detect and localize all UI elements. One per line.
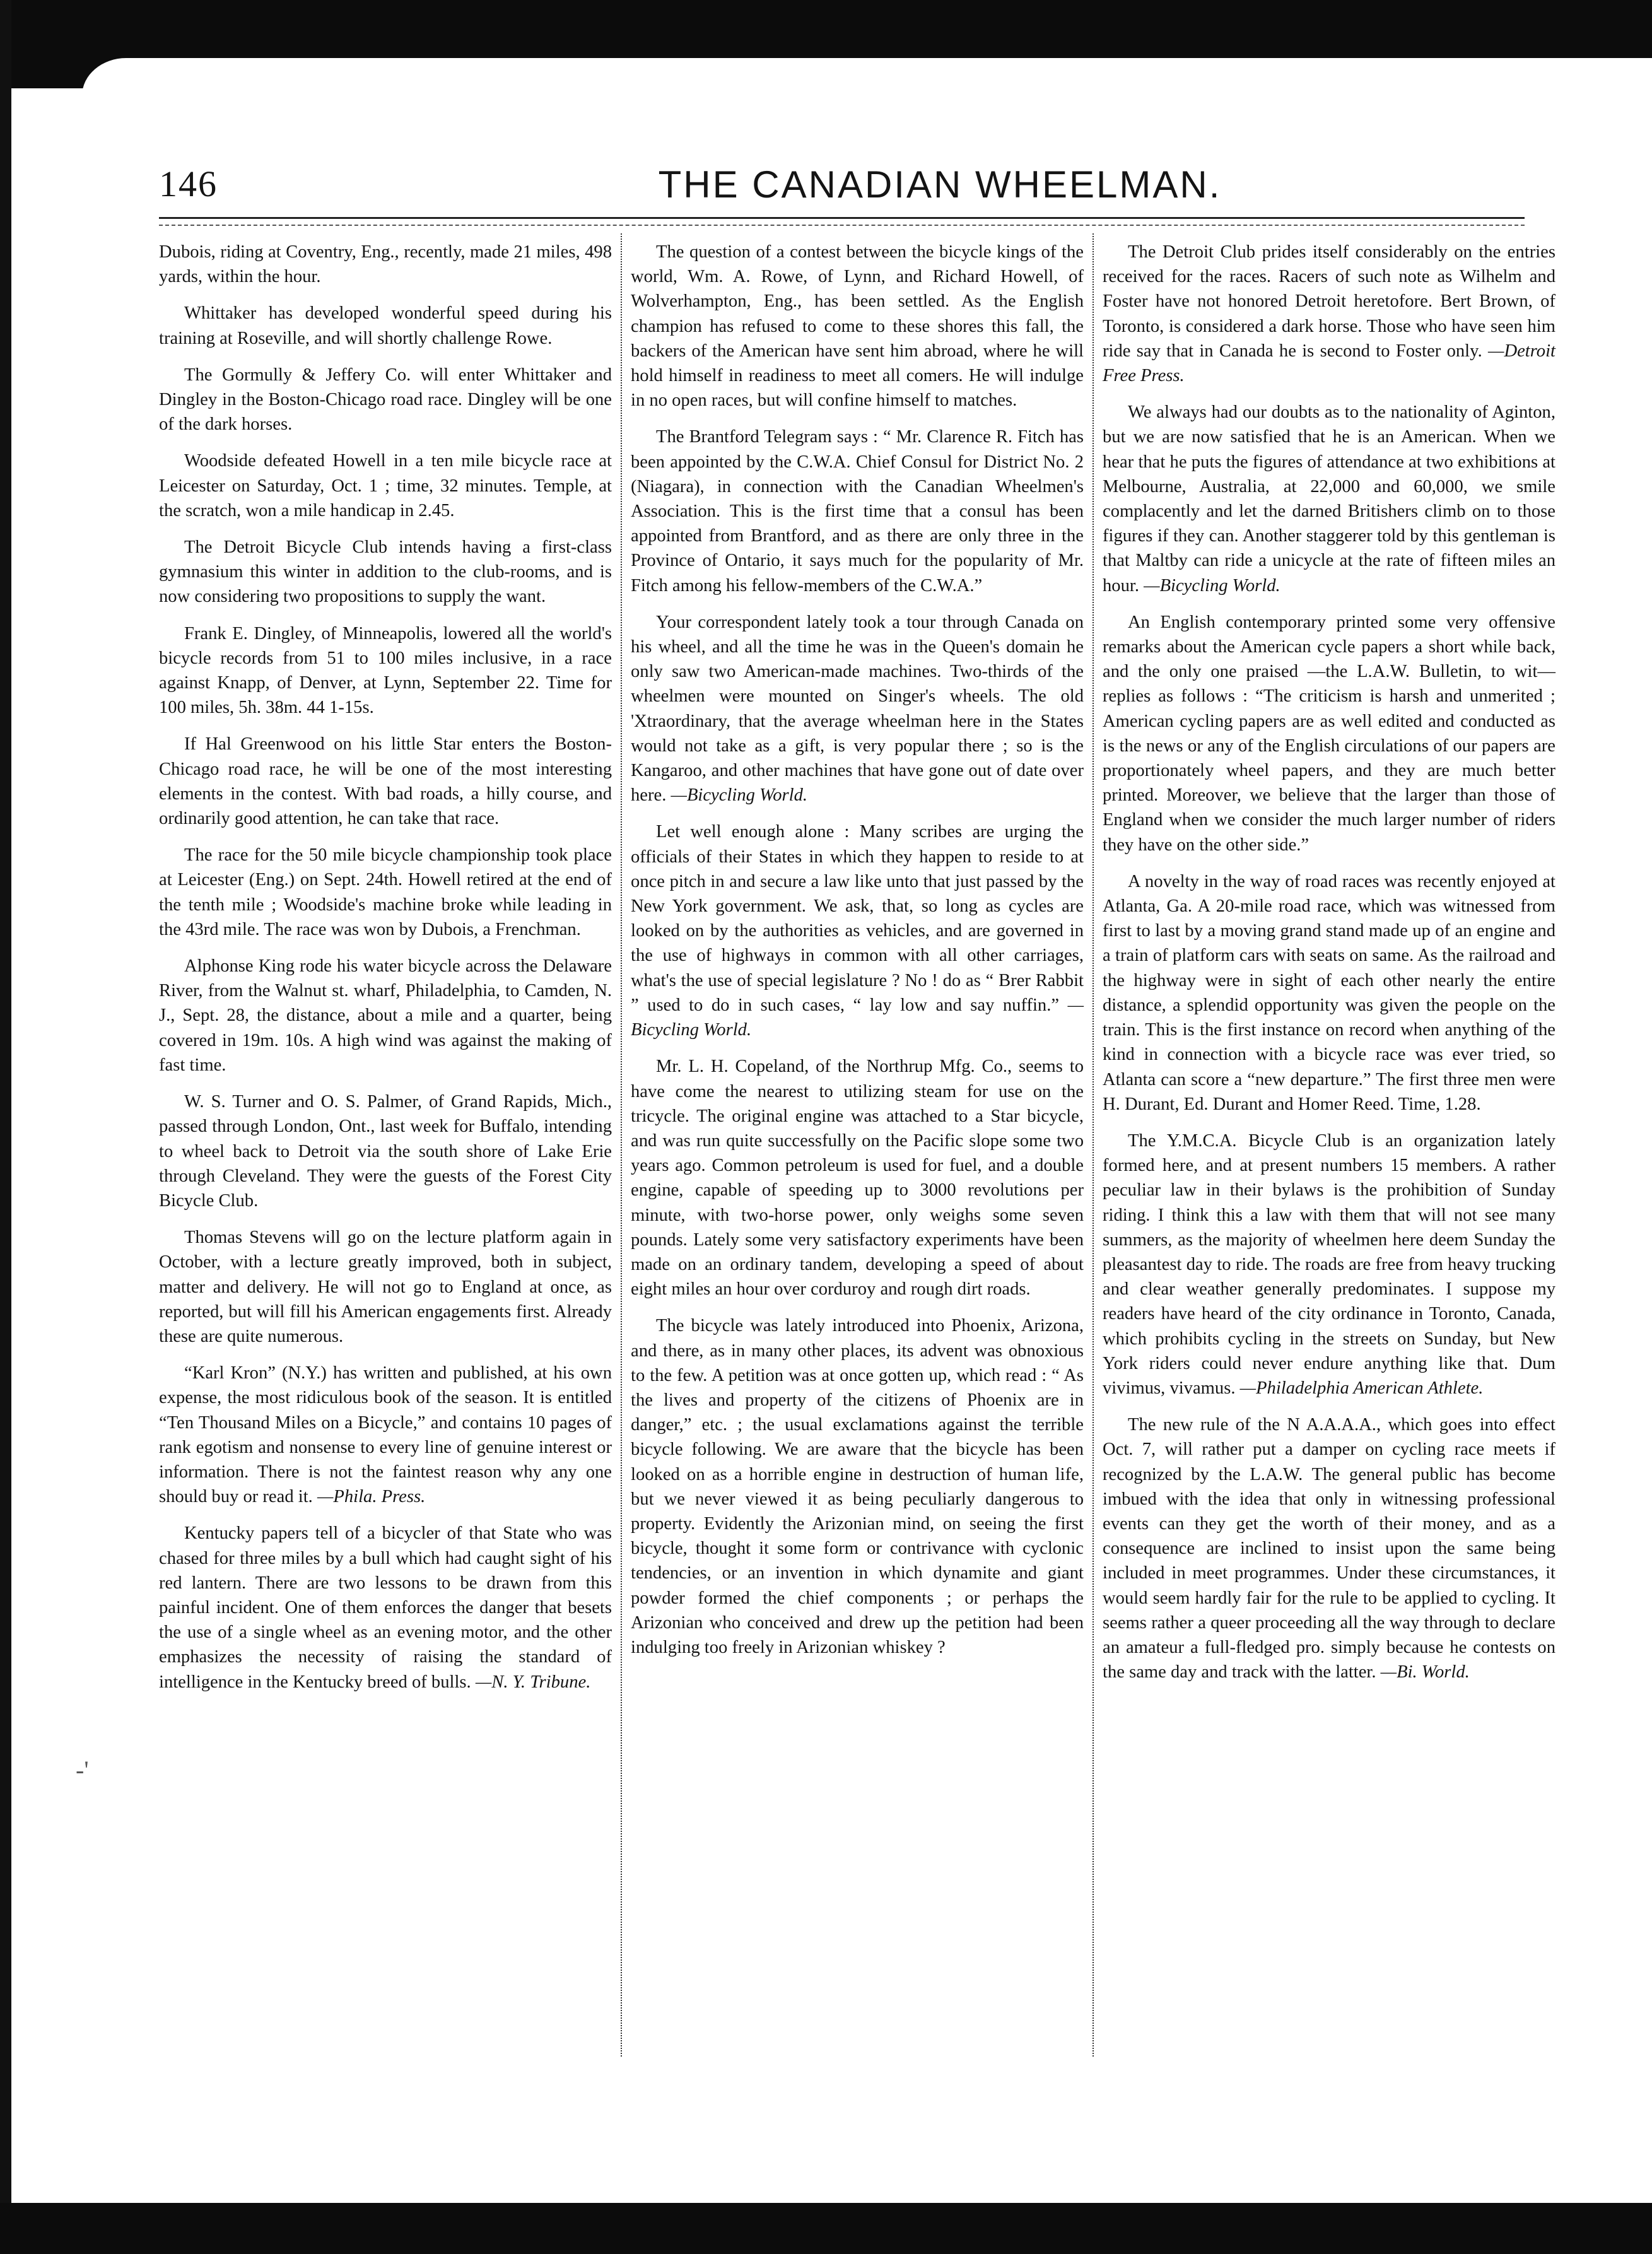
paragraph-text: Let well enough alone : Many scribes are urging the officials of their States in which they happen to reside to at once pitch in and secure a law like unto that just passed by the New York government. We ask, that, so long as cycles are looked on by the authorities as vehicles, and are governed in the use of highways in common with all other carriages, what's the use of special legislature ? No ! do as “ Brer Rabbit ” used to do in such cases, “ lay low and say nuffin.” bbox=[631, 822, 1084, 1015]
article-paragraph bbox=[159, 1089, 612, 1213]
paragraph-text: The new rule of the N A.A.A.A., which goes into effect Oct. 7, will rather put a damper on cycling race meets if recognized by the L.A.W. The general public has become imbued with the idea that only in witnessing professional events can they get the worth of their money, and as a consequence are inclined to insist upon the same being included in meet programmes. Under these circumstances, it would seem hardly fair for the rule to be applied to cycling. It seems rather a queer proceeding all the way through to declare an amateur a full-fledged pro. simply because he contests on the same day and track with the latter. bbox=[1103, 1415, 1555, 1682]
source-credit: —Bicycling World. bbox=[1144, 575, 1280, 596]
paragraph-text: The question of a contest between the bicycle kings of the world, Wm. A. Rowe, of Lynn, and Richard Howell, of Wolverhampton, Eng., has been settled. As the English champion has refused to come to these shores this fall, the backers of the American have sent him abroad, where he will hold himself in readiness to meet all comers. He will indulge in no open races, but will confine himself to matches. bbox=[631, 242, 1084, 411]
paragraph-text: W. S. Turner and O. S. Palmer, of Grand Rapids, Mich., passed through London, Ont., last week for Buffalo, intending to wheel back to Detroit via the south shore of Lake Erie through Cleveland. They were the guests of the Forest City Bicycle Club. bbox=[159, 1092, 612, 1211]
article-paragraph bbox=[1103, 1412, 1555, 1684]
article-paragraph bbox=[631, 425, 1084, 597]
masthead-title: THE CANADIAN WHEELMAN. bbox=[658, 163, 1222, 206]
article-paragraph bbox=[631, 1054, 1084, 1301]
header-rule bbox=[159, 217, 1525, 219]
article-paragraph bbox=[159, 449, 612, 523]
text-column-2 bbox=[631, 240, 1084, 1672]
paragraph-text: We always had our doubts as to the nationality of Aginton, but we are now satisfied that he is an American. When we hear that he puts the figures of attendance at two exhibitions at Melbourne, Australia, at 22,000 and 60,000, we smile complacently and let the darned Britishers climb on to those figures if they can. Another staggerer told by this gentleman is that Maltby can ride a unicycle at the rate of fifteen miles an hour. bbox=[1103, 402, 1555, 596]
article-paragraph bbox=[631, 240, 1084, 413]
paragraph-text: Mr. L. H. Copeland, of the Northrup Mfg. Co., seems to have come the nearest to utilizing steam for use on the tricycle. The original engine was attached to a Star bicycle, and was run quite successfully on the Pacific slope some two years ago. Common petroleum is used for fuel, and a double engine, capable of speeding up to 3000 revolutions per minute, with two-horse power, only weighs some seven pounds. Lately some very satisfactory experiments have been made on an ordinary tandem, developing a speed of about eight miles an hour over corduroy and rough dirt roads. bbox=[631, 1057, 1084, 1300]
page-edge-top bbox=[82, 58, 1652, 159]
article-paragraph bbox=[1103, 869, 1555, 1117]
article-paragraph bbox=[159, 535, 612, 609]
article-paragraph bbox=[1103, 610, 1555, 857]
margin-mark: -' bbox=[76, 1756, 89, 1784]
article-paragraph bbox=[631, 819, 1084, 1042]
source-credit: —Philadelphia American Athlete. bbox=[1239, 1378, 1484, 1398]
paragraph-text: An English contemporary printed some very offensive remarks about the American cycle papers a short while back, and the only one praised —the L.A.W. Bulletin, to wit—replies as follows : “The criticism is harsh and unmerited ; American cycling papers are as well edited and conducted as is the news or any of the English circulations of our papers are proportionately wheel papers, and they are much better printed. Moreover, we believe that the larger than those of England when we consider the much larger number of riders they have on the other side.” bbox=[1103, 612, 1555, 855]
source-credit: —Phila. Press. bbox=[317, 1487, 426, 1507]
scan-border-bottom bbox=[0, 2203, 1652, 2254]
scan-border-left bbox=[0, 0, 11, 2254]
paragraph-text: The bicycle was lately introduced into Phoenix, Arizona, and there, as in many other places, its advent was obnoxious to the few. A petition was at once gotten up, which read : “ As the lives and property of the citizens of Phoenix are in danger,” etc. ; the usual exclamations against the terrible bicycle following. We are aware that the bicycle has been looked on as a horrible engine in destruction of human life, but we never viewed it as being peculiarly dangerous to property. Evidently the Arizonian mind, on seeing the first bicycle, thought it some form or contrivance with cyclonic tendencies, or an invention in which dynamite and giant powder formed the chief components ; or perhaps the Arizonian who conceived and drew up the petition had been indulging too freely in Arizonian whiskey ? bbox=[631, 1316, 1084, 1657]
paragraph-text: The Gormully & Jeffery Co. will enter Whittaker and Dingley in the Boston-Chicago road race. Dingley will be one of the dark horses. bbox=[159, 365, 612, 435]
paragraph-text: The Detroit Bicycle Club intends having a first-class gymnasium this winter in addition to the club-rooms, and is now considering two propositions to supply the want. bbox=[159, 537, 612, 607]
page-edge-bottom bbox=[95, 2157, 1652, 2203]
page-number: 146 bbox=[159, 163, 218, 204]
text-column-3 bbox=[1103, 240, 1555, 1696]
source-credit: —Bi. World. bbox=[1380, 1662, 1470, 1682]
paragraph-text: Alphonse King rode his water bicycle across the Delaware River, from the Walnut st. wharf, Philadelphia, to Camden, N. J., Sept. 28, the distance, about a mile and a quarter, being covered in 19m. 10s. A high wind was against the making of fast time. bbox=[159, 956, 612, 1075]
article-paragraph bbox=[159, 363, 612, 437]
article-paragraph bbox=[159, 1361, 612, 1509]
header-rule-dashed bbox=[159, 225, 1525, 226]
paragraph-text: “Karl Kron” (N.Y.) has written and published, at his own expense, the most ridiculous book of the season. It is entitled “Ten Thousand Miles on a Bicycle,” and contains 10 pages of rank egotism and nonsense to every line of genuine interest or information. There is not the faintest reason why any one should buy or read it. bbox=[159, 1363, 612, 1507]
paragraph-text: Kentucky papers tell of a bicycler of that State who was chased for three miles by a bull which had caught sight of his red lantern. There are two lessons to be drawn from this painful incident. One of them enforces the danger that besets the use of a single wheel as an evening motor, and the other emphasizes the necessity of raising the standard of intelligence in the Kentucky breed of bulls. bbox=[159, 1523, 612, 1692]
source-credit: —Bicycling World. bbox=[671, 785, 808, 806]
article-paragraph bbox=[159, 1521, 612, 1694]
column-divider bbox=[621, 233, 622, 2057]
article-paragraph bbox=[631, 610, 1084, 808]
article-paragraph bbox=[1103, 400, 1555, 598]
article-paragraph bbox=[1103, 240, 1555, 388]
paragraph-text: Whittaker has developed wonderful speed during his training at Roseville, and will shortly challenge Rowe. bbox=[159, 303, 612, 348]
article-paragraph bbox=[159, 621, 612, 720]
article-paragraph bbox=[159, 301, 612, 350]
paragraph-text: Woodside defeated Howell in a ten mile bicycle race at Leicester on Saturday, Oct. 1 ; time, 32 minutes. Temple, at the scratch, won a mile handicap in 2.45. bbox=[159, 451, 612, 520]
paragraph-text: The Brantford Telegram says : “ Mr. Clarence R. Fitch has been appointed by the C.W.A. Chief Consul for District No. 2 (Niagara), in connection with the Canadian Wheelmen's Association. This is the first time that a consul has been appointed from Brantford, and as there are only three in the Province of Ontario, it says much for the popularity of Mr. Fitch among his fellow-members of the C.W.A.” bbox=[631, 427, 1084, 596]
paragraph-text: The Detroit Club prides itself considerably on the entries received for the races. Racers of such note as Wilhelm and Foster have not honored Detroit heretofore. Bert Brown, of Toronto, is considered a dark horse. Those who have seen him ride say that in Canada he is second to Foster only. bbox=[1103, 242, 1555, 361]
paragraph-text: Thomas Stevens will go on the lecture platform again in October, with a lecture greatly improved, both in subject, matter and delivery. He will not go to England at once, as reported, but will fill his American engagements first. Already these are quite numerous. bbox=[159, 1228, 612, 1346]
article-paragraph bbox=[159, 732, 612, 831]
article-paragraph bbox=[159, 1225, 612, 1349]
source-credit: —Bicycling World. bbox=[631, 995, 1084, 1040]
text-column-1 bbox=[159, 240, 612, 1706]
paragraph-text: The race for the 50 mile bicycle championship took place at Leicester (Eng.) on Sept. 24th. Howell retired at the end of the tenth mile ; Woodside's machine broke while leading in the 43rd mile. The race was won by Dubois, a Frenchman. bbox=[159, 845, 612, 939]
article-paragraph bbox=[1103, 1129, 1555, 1400]
paragraph-text: Your correspondent lately took a tour through Canada on his wheel, and all the time he was in the Queen's domain he only saw two American-made machines. Two-thirds of the wheelmen were mounted on Singer's wheels. The old 'Xtraordinary, that the average wheelman here in the States would not take as a gift, is very popular there ; so is the Kangaroo, and other machines that have gone out of date over here. bbox=[631, 612, 1084, 806]
source-credit: —Detroit Free Press. bbox=[1103, 341, 1555, 386]
article-paragraph bbox=[159, 240, 612, 289]
paragraph-text: The Y.M.C.A. Bicycle Club is an organization lately formed here, and at present numbers 15 members. A rather peculiar law in their bylaws is the prohibition of Sunday riding. I think this a law with them that will not see many summers, as the majority of wheelmen here deem Sunday the pleasantest day to ride. The roads are free from heavy trucking and clear weather generally predominates. I suppose my readers have heard of the city ordinance in Toronto, Canada, which prohibits cycling in the streets on Sunday, but New York riders could never endure anything like that. Dum vivimus, vivamus. bbox=[1103, 1130, 1555, 1398]
article-paragraph bbox=[631, 1313, 1084, 1660]
paragraph-text: Frank E. Dingley, of Minneapolis, lowered all the world's bicycle records from 51 to 100 miles inclusive, in a race against Knapp, of Denver, at Lynn, September 22. Time for 100 miles, 5h. 38m. 44 1-15s. bbox=[159, 623, 612, 718]
column-divider bbox=[1093, 233, 1094, 2057]
paragraph-text: If Hal Greenwood on his little Star enters the Boston-Chicago road race, he will be one of the most interesting elements in the contest. With bad roads, a hilly course, and ordinarily good attention, he can take that race. bbox=[159, 734, 612, 829]
paragraph-text: Dubois, riding at Coventry, Eng., recently, made 21 miles, 498 yards, within the hour. bbox=[159, 242, 612, 287]
article-paragraph bbox=[159, 954, 612, 1077]
paragraph-text: A novelty in the way of road races was recently enjoyed at Atlanta, Ga. A 20-mile road race, which was witnessed from first to last by a moving grand stand made up of an engine and a train of platform cars with seats on same. As the railroad and the highway were in sight of each other nearly the entire distance, a splendid opportunity was given the people on the train. This is the first instance on record when anything of the kind in connection with a bicycle race was ever tried, so Atlanta can score a “new departure.” The first three men were H. Durant, Ed. Durant and Homer Reed. Time, 1.28. bbox=[1103, 871, 1555, 1114]
source-credit: —N. Y. Tribune. bbox=[475, 1672, 591, 1692]
article-paragraph bbox=[159, 843, 612, 942]
